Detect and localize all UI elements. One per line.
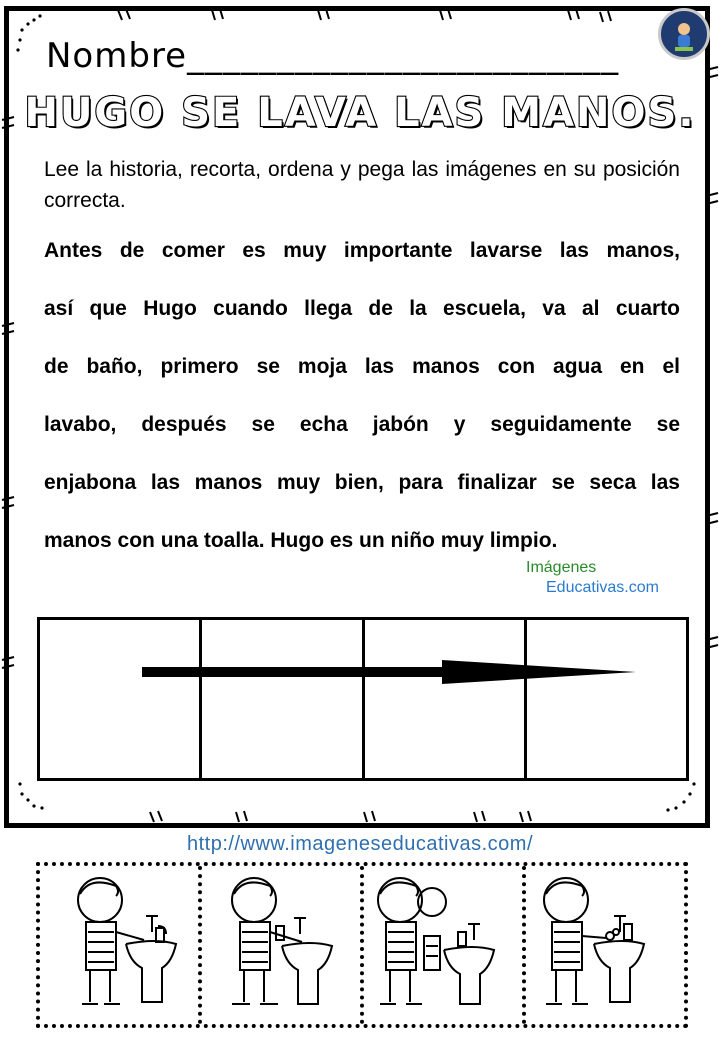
student-name-field[interactable]: Nombre________________________ <box>46 36 620 76</box>
story-paragraph <box>44 236 680 584</box>
boy-wetting-hands-icon <box>202 866 360 1024</box>
sequence-cell-3[interactable] <box>365 620 527 778</box>
instructions-text: Lee la historia, recorta, ordena y pega las imágenes en su posición correcta. <box>44 158 680 212</box>
cutout-card-2[interactable] <box>202 866 364 1024</box>
story-line: así que Hugo cuando llega de la escuela, va al cuarto <box>44 297 680 320</box>
story-line: manos con una toalla. Hugo es un niño muy limpio. <box>44 529 558 552</box>
cutout-card-1[interactable] <box>40 866 202 1024</box>
story-line: lavabo, después se echa jabón y seguidamente se <box>44 413 680 436</box>
footer-url[interactable]: http://www.imageneseducativas.com/ <box>186 833 534 855</box>
boy-drying-hands-with-towel-icon <box>364 866 522 1024</box>
boy-hand-on-soap-icon <box>40 866 198 1024</box>
story-line: Antes de comer es muy importante lavarse las manos, <box>44 239 680 262</box>
cutout-strip <box>36 862 688 1028</box>
boy-lathering-hands-icon <box>526 866 684 1024</box>
sequence-arrow-icon <box>142 658 642 688</box>
cutout-card-4[interactable] <box>526 866 684 1024</box>
page-title: HUGO SE LAVA LAS MANOS. <box>24 90 696 136</box>
story-line: de baño, primero se moja las manos con agua en el <box>44 355 680 378</box>
watermark-line-2: Educativas.com <box>546 579 659 596</box>
sequence-cell-2[interactable] <box>202 620 364 778</box>
sequence-cell-4[interactable] <box>527 620 686 778</box>
story-line: enjabona las manos muy bien, para finalizar se seca las <box>44 471 680 494</box>
sequence-cell-1[interactable] <box>40 620 202 778</box>
watermark-line-1: Imágenes <box>526 559 597 576</box>
cutout-card-3[interactable] <box>364 866 526 1024</box>
watermark <box>526 558 696 598</box>
sequence-grid <box>37 617 689 781</box>
